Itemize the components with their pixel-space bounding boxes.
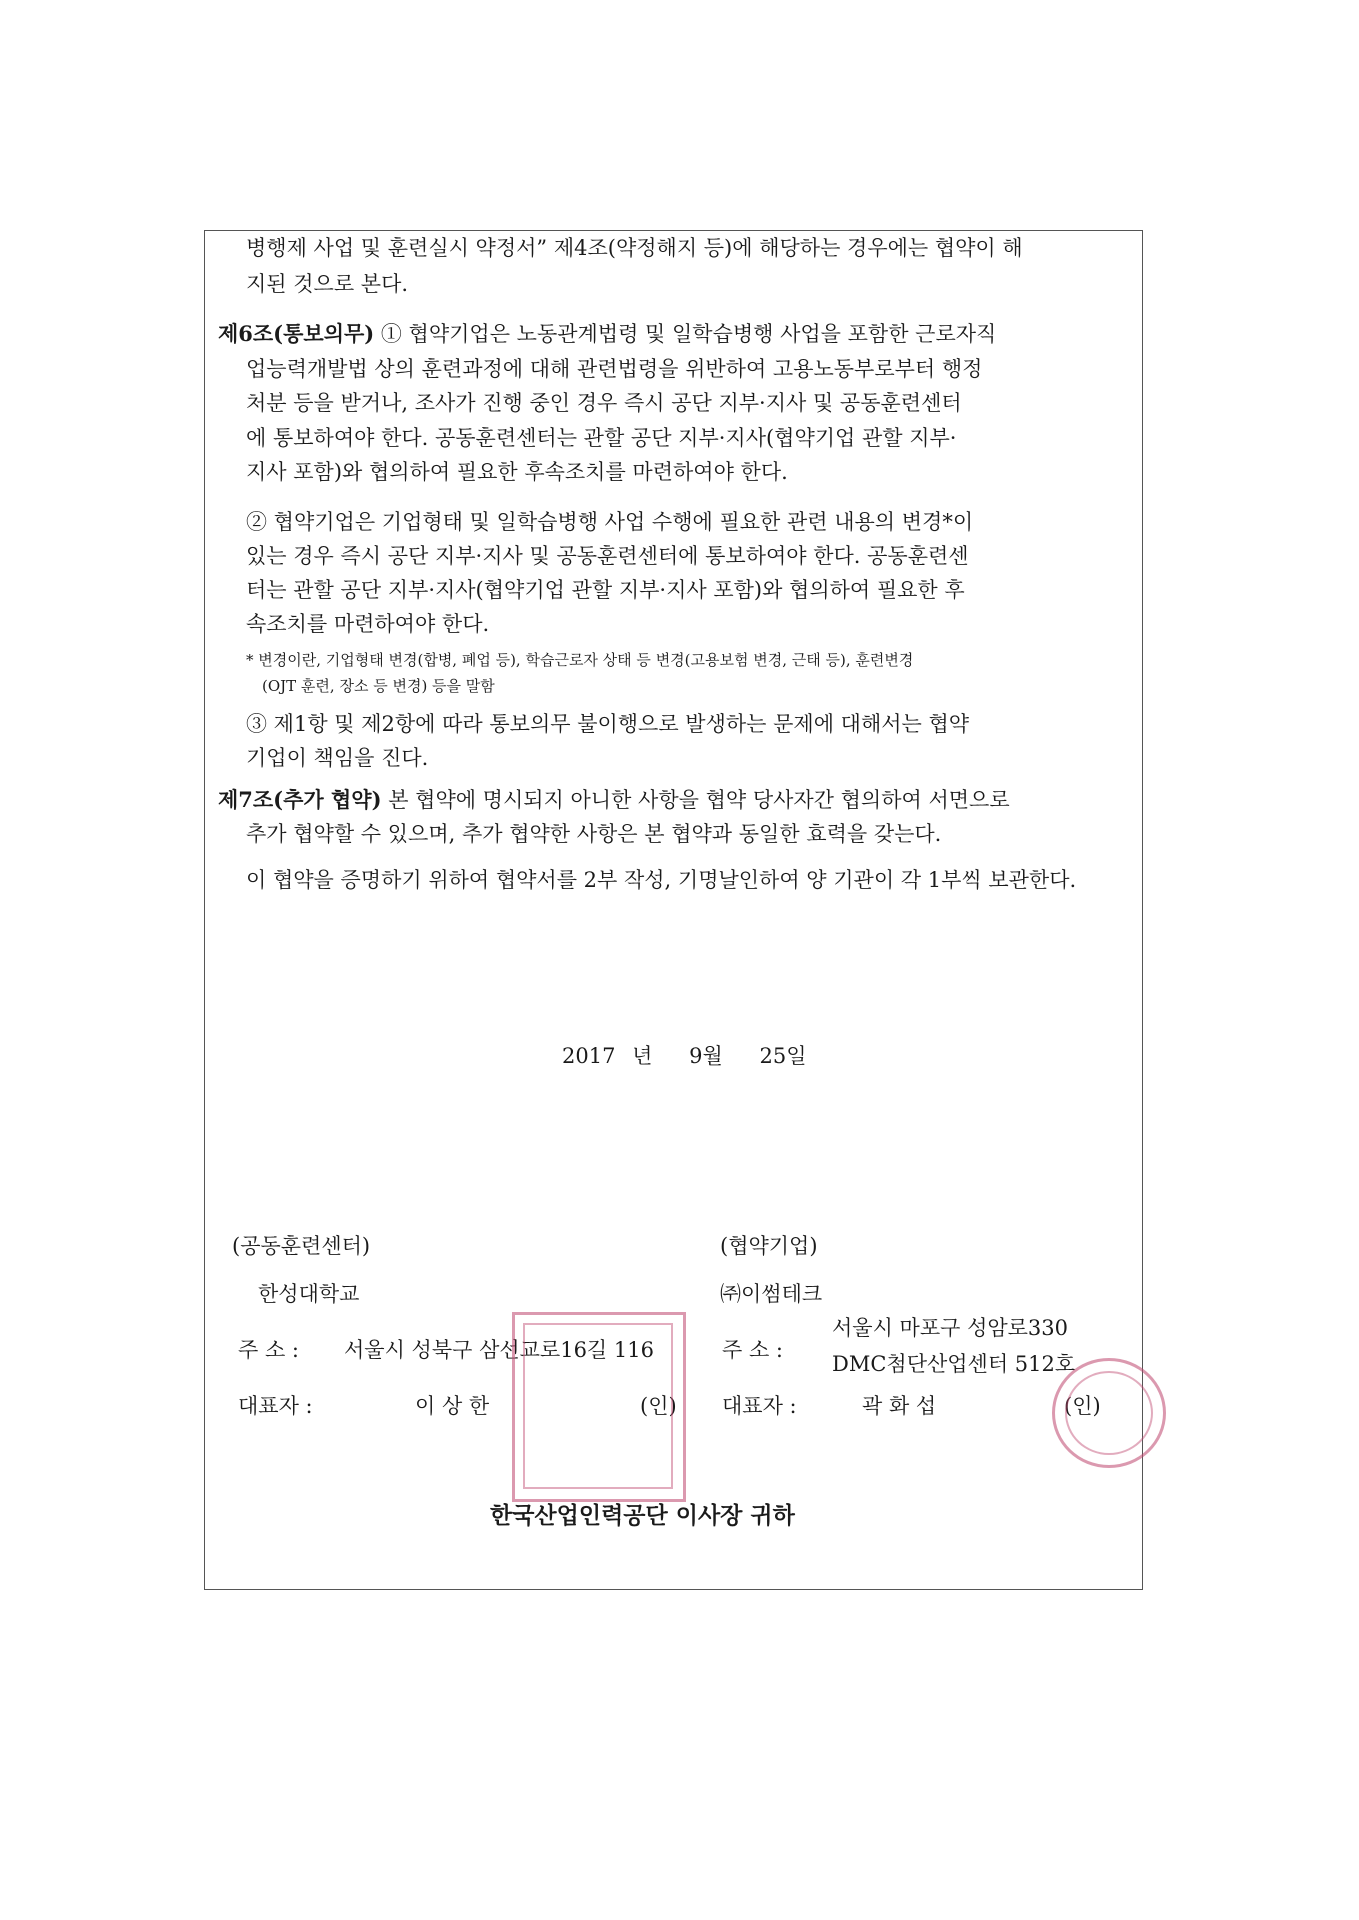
left-party-heading: (공동훈련센터) [232,1234,371,1258]
left-rep-label: 대표자 : [238,1394,313,1418]
article6-p3-line1: ③ 제1항 및 제2항에 따라 통보의무 불이행으로 발생하는 문제에 대해서는 협약 [246,712,970,736]
date-line [562,1042,806,1070]
right-company-seal [1052,1358,1166,1468]
left-address-label: 주 소 : [238,1338,299,1362]
article7-title: 제7조(추가 협약) [218,787,382,812]
date-month: 9월 [689,1044,723,1068]
article6-p1-line5: 지사 포함)와 협의하여 필요한 후속조치를 마련하여야 한다. [246,460,788,484]
right-address-label: 주 소 : [722,1338,783,1362]
date-day: 25일 [759,1044,807,1068]
right-party-heading: (협약기업) [720,1234,818,1258]
article7-line2: 추가 협약할 수 있으며, 추가 협약한 사항은 본 협약과 동일한 효력을 갖는다. [246,822,942,846]
left-address: 서울시 성북구 삼선교로16길 116 [344,1338,654,1362]
right-rep-label: 대표자 : [722,1394,797,1418]
article6-p1-line3: 처분 등을 받거나, 조사가 진행 중인 경우 즉시 공단 지부·지사 및 공동훈련센터 [246,391,962,415]
right-party-name: ㈜이썸테크 [720,1282,823,1306]
article5-line1: 병행제 사업 및 훈련실시 약정서” 제4조(약정해지 등)에 해당하는 경우에는 협약이 해 [246,236,1023,260]
closing-statement: 이 협약을 증명하기 위하여 협약서를 2부 작성, 기명날인하여 양 기관이 각 1부씩 보관한다. [246,868,1077,892]
right-rep-name: 곽 화 섭 [862,1394,937,1418]
right-address-line2: DMC첨단산업센터 512호 [832,1352,1076,1376]
addressee: 한국산업인력공단 이사장 귀하 [490,1502,795,1529]
article7-text-line1: 본 협약에 명시되지 아니한 사항을 협약 당사자간 협의하여 서면으로 [381,788,1010,812]
left-party-name: 한성대학교 [258,1282,360,1306]
article6-note-line1: * 변경이란, 기업형태 변경(합병, 폐업 등), 학습근로자 상태 등 변경(고용보험 변경, 근태 등), 훈련변경 [246,651,914,669]
article6-note-line2: (OJT 훈련, 장소 등 변경) 등을 말함 [262,677,495,695]
article6-p2-line4: 속조치를 마련하여야 한다. [246,612,490,636]
article6-p2-line1: ② 협약기업은 기업형태 및 일학습병행 사업 수행에 필요한 관련 내용의 변경*이 [246,510,974,534]
date-year: 2017 [562,1044,616,1068]
article6-p1-line2: 업능력개발법 상의 훈련과정에 대해 관련법령을 위반하여 고용노동부로부터 행정 [246,357,983,381]
left-seal-mark: (인) [640,1394,677,1418]
date-year-unit: 년 [632,1044,653,1068]
article7-line1 [218,786,1010,814]
article6-p1-line4: 에 통보하여야 한다. 공동훈련센터는 관할 공단 지부·지사(협약기업 관할 지부· [246,426,957,450]
article6-p3-line2: 기업이 책임을 진다. [246,746,429,770]
article6-p2-line2: 있는 경우 즉시 공단 지부·지사 및 공동훈련센터에 통보하여야 한다. 공동훈련센 [246,544,969,568]
article6-p2-line3: 터는 관할 공단 지부·지사(협약기업 관할 지부·지사 포함)와 협의하여 필요한 후 [246,578,965,602]
left-official-seal [512,1312,686,1502]
right-address-line1: 서울시 마포구 성암로330 [832,1316,1069,1340]
right-seal-mark: (인) [1064,1394,1101,1418]
article6-line1 [218,320,1136,348]
article6-title: 제6조(통보의무) [218,321,375,346]
article5-line2: 지된 것으로 본다. [246,272,409,296]
left-rep-name: 이 상 한 [415,1394,490,1418]
article6-p1-line1: ① 협약기업은 노동관계법령 및 일학습병행 사업을 포함한 근로자직 [374,322,997,346]
